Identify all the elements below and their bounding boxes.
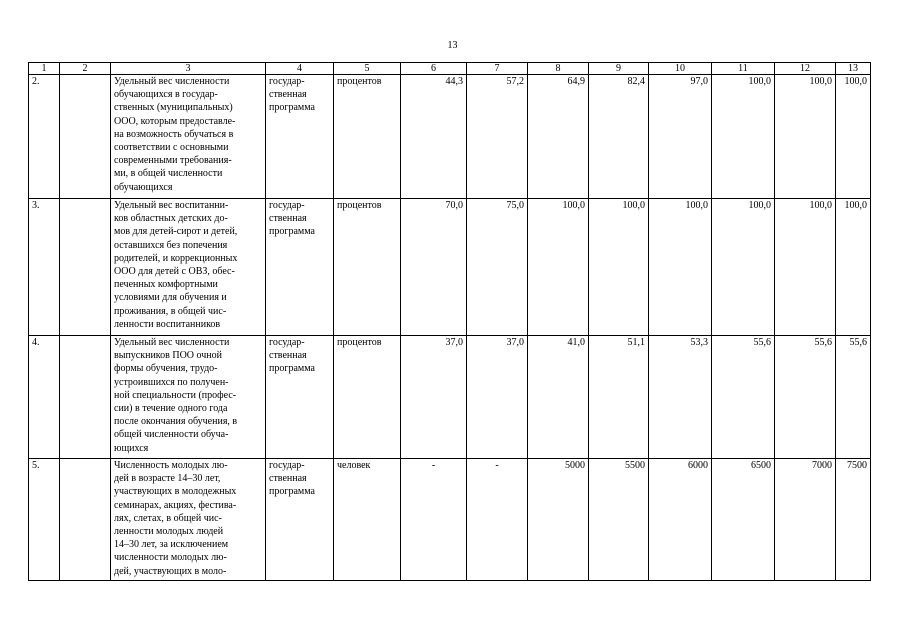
indicator-description: Удельный вес воспитанни- ков областных детских до- мов для детей-сирот и детей, оставшихся без попечения родителей, и коррекционных ООО для детей с ОВЗ, обес- печенных комфортными условиями для обучения и проживания, в общей чис- ленности воспитанников [111, 199, 266, 336]
value-cell: 100,0 [712, 199, 775, 336]
value-cell: 57,2 [467, 75, 528, 199]
value-cell: 100,0 [712, 75, 775, 199]
value-cell: 6000 [649, 459, 712, 581]
indicator-source: государ- ственная программа [266, 336, 334, 459]
table-row [29, 459, 871, 581]
indicator-unit: человек [334, 459, 401, 581]
column-header: 13 [836, 63, 871, 75]
value-cell: 7500 [836, 459, 871, 581]
column-header: 1 [29, 63, 60, 75]
row-empty-cell [60, 199, 111, 336]
value-cell: 64,9 [528, 75, 589, 199]
indicator-description: Удельный вес численности выпускников ПОО очной формы обучения, трудо- устроившихся по получен- ной специальности (профес- сии) в течение одного года после окончания обучения, в общей численности обуча- ющихся [111, 336, 266, 459]
indicator-description: Численность молодых лю- дей в возрасте 14–30 лет, участвующих в молодежных семинарах, акциях, фестива- лях, слетах, в общей чис- ленности молодых людей 14–30 лет, за исключением численности молодых лю- дей, участвующих в моло- [111, 459, 266, 581]
value-cell: - [401, 459, 467, 581]
row-empty-cell [60, 336, 111, 459]
value-cell: 55,6 [712, 336, 775, 459]
value-cell: 5000 [528, 459, 589, 581]
value-cell: - [467, 459, 528, 581]
column-header: 9 [589, 63, 649, 75]
value-cell: 100,0 [775, 199, 836, 336]
column-header: 8 [528, 63, 589, 75]
value-cell: 5500 [589, 459, 649, 581]
row-number: 5. [29, 459, 60, 581]
indicator-unit: процентов [334, 336, 401, 459]
indicator-unit: процентов [334, 199, 401, 336]
value-cell: 37,0 [401, 336, 467, 459]
row-number: 2. [29, 75, 60, 199]
column-header: 2 [60, 63, 111, 75]
value-cell: 41,0 [528, 336, 589, 459]
column-header: 6 [401, 63, 467, 75]
column-header: 5 [334, 63, 401, 75]
row-empty-cell [60, 75, 111, 199]
value-cell: 100,0 [836, 75, 871, 199]
value-cell: 100,0 [589, 199, 649, 336]
value-cell: 53,3 [649, 336, 712, 459]
value-cell: 100,0 [836, 199, 871, 336]
indicator-description: Удельный вес численности обучающихся в государ- ственных (муниципальных) ООО, которым предоставле- на возможность обучаться в соответствии с основными современными требования- ми, в общей численности обучающихся [111, 75, 266, 199]
value-cell: 7000 [775, 459, 836, 581]
value-cell: 82,4 [589, 75, 649, 199]
value-cell: 44,3 [401, 75, 467, 199]
value-cell: 37,0 [467, 336, 528, 459]
table-row [29, 336, 871, 459]
value-cell: 6500 [712, 459, 775, 581]
value-cell: 75,0 [467, 199, 528, 336]
value-cell: 55,6 [775, 336, 836, 459]
column-header: 3 [111, 63, 266, 75]
value-cell: 100,0 [528, 199, 589, 336]
indicator-source: государ- ственная программа [266, 459, 334, 581]
indicators-table [28, 62, 871, 581]
column-header: 10 [649, 63, 712, 75]
table-header-row [29, 63, 871, 75]
value-cell: 100,0 [775, 75, 836, 199]
indicator-source: государ- ственная программа [266, 75, 334, 199]
column-header: 7 [467, 63, 528, 75]
row-number: 4. [29, 336, 60, 459]
value-cell: 70,0 [401, 199, 467, 336]
column-header: 12 [775, 63, 836, 75]
indicator-source: государ- ственная программа [266, 199, 334, 336]
column-header: 11 [712, 63, 775, 75]
indicator-unit: процентов [334, 75, 401, 199]
value-cell: 51,1 [589, 336, 649, 459]
column-header: 4 [266, 63, 334, 75]
value-cell: 97,0 [649, 75, 712, 199]
table-row [29, 199, 871, 336]
table-row [29, 75, 871, 199]
value-cell: 100,0 [649, 199, 712, 336]
value-cell: 55,6 [836, 336, 871, 459]
page-number: 13 [447, 40, 458, 51]
row-number: 3. [29, 199, 60, 336]
row-empty-cell [60, 459, 111, 581]
